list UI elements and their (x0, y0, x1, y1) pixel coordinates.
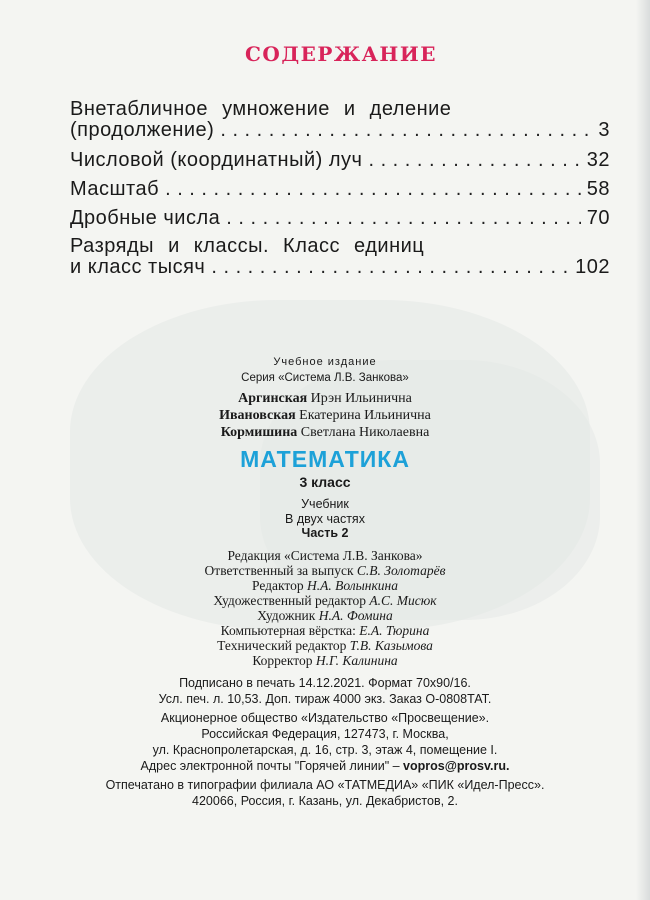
author-surname: Ивановская (219, 408, 296, 423)
printer-line: 420066, Россия, г. Казань, ул. Декабристов, 2. (192, 794, 458, 808)
toc-leader-dots (368, 148, 580, 172)
toc-title: СОДЕРЖАНИЕ (245, 42, 437, 66)
toc-leader-dots (165, 177, 581, 201)
book-title: МАТЕМАТИКА (240, 446, 410, 472)
toc-entry-2 (70, 148, 610, 172)
toc-entry-label: Дробные числа (70, 207, 221, 229)
author-1 (0, 391, 650, 407)
printer-line: Отпечатано в типографии филиала АО «ТАТМЕДИА» «ПИК «Идел-Пресс». (105, 778, 545, 792)
toc-entry-page: 58 (586, 178, 610, 200)
hotline-label: Адрес электронной почты "Горячей линии" – (140, 759, 400, 773)
publisher-line: Российская Федерация, 127473, г. Москва, (201, 727, 449, 741)
author-name: Ирэн Ильинична (310, 391, 412, 406)
author-3 (0, 425, 650, 441)
toc-entry-page: 70 (586, 207, 610, 229)
hotline-email: vopros@prosv.ru. (403, 759, 510, 773)
credit-line: Корректор Н.Г. Калинина (252, 653, 398, 668)
credit-line: Художественный редактор А.С. Мисюк (213, 593, 437, 608)
author-surname: Аргинская (238, 391, 308, 406)
toc-entry-label: Числовой (координатный) луч (70, 149, 363, 171)
toc-entry-label: Масштаб (70, 178, 160, 200)
toc-entry-1 (70, 118, 610, 142)
publisher-line: ул. Краснопролетарская, д. 16, стр. 3, этаж 4, помещение I. (152, 743, 498, 757)
book-parts: В двух частях (285, 512, 365, 526)
author-surname: Кормишина (220, 425, 298, 440)
credit-line: Ответственный за выпуск С.В. Золотарёв (204, 563, 446, 578)
author-2 (0, 408, 650, 424)
book-kind: Учебник (301, 497, 349, 511)
credit-line: Редактор Н.А. Волынкина (251, 578, 398, 593)
credit-line: Редакция «Система Л.В. Занкова» (227, 548, 423, 563)
toc-entry-1-line1: Внетабличное умножение и деление (70, 98, 452, 120)
edition-type: Учебное издание (273, 356, 377, 368)
toc-entry-label: и класс тысяч (70, 256, 206, 278)
toc-entry-page: 32 (586, 149, 610, 171)
toc-entry-3 (70, 177, 610, 201)
toc-leader-dots (226, 206, 581, 230)
series: Серия «Система Л.В. Занкова» (241, 372, 409, 384)
toc-leader-dots (220, 118, 592, 142)
toc-entry-4 (70, 206, 610, 230)
book-part: Часть 2 (301, 526, 349, 540)
toc-entry-5-line1: Разряды и классы. Класс единиц (70, 235, 425, 257)
toc-leader-dots (211, 255, 569, 279)
credit-line: Художник Н.А. Фомина (257, 608, 393, 623)
author-name: Светлана Николаевна (300, 425, 430, 440)
toc-entry-page: 3 (598, 119, 610, 141)
toc-entry-page: 102 (575, 256, 610, 278)
toc-entry-label: (продолжение) (70, 119, 215, 141)
credit-line: Технический редактор Т.В. Казымова (217, 638, 433, 653)
credit-line: Компьютерная вёрстка: Е.А. Тюрина (220, 623, 430, 638)
grade: 3 класс (299, 474, 351, 490)
publisher-line: Акционерное общество «Издательство «Просвещение». (160, 711, 490, 725)
print-line: Подписано в печать 14.12.2021. Формат 70х90/16. (179, 676, 471, 690)
hotline-line (0, 758, 650, 774)
print-line: Усл. печ. л. 10,53. Доп. тираж 4000 экз. Заказ О-0808ТАТ. (158, 692, 492, 706)
toc-entry-5 (70, 255, 610, 279)
author-name: Екатерина Ильинична (299, 408, 431, 423)
